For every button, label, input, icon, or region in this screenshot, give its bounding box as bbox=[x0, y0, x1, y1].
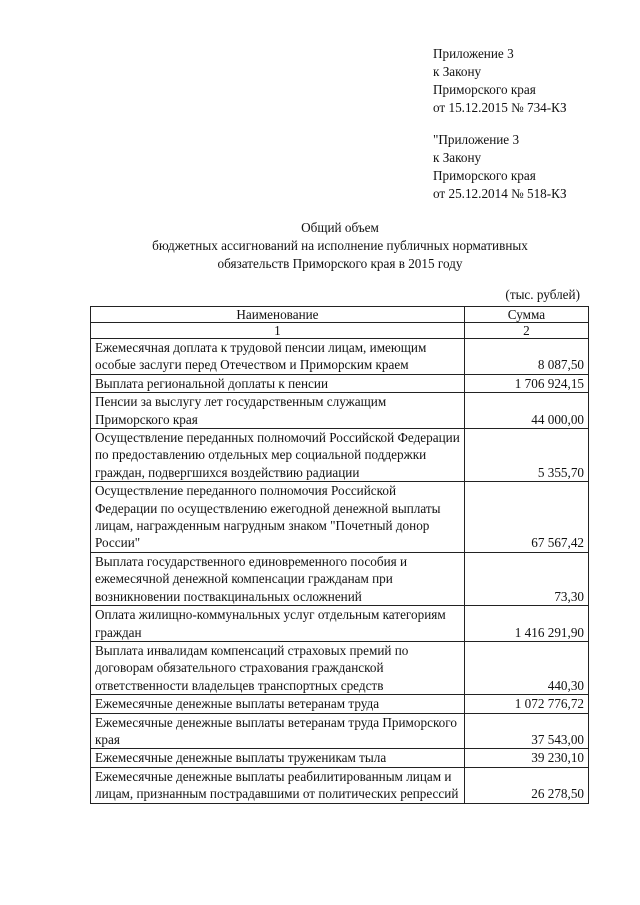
table-row bbox=[91, 482, 589, 553]
row-amount: 39 230,10 bbox=[464, 749, 588, 767]
row-amount: 440,30 bbox=[464, 641, 588, 694]
row-name: Выплата региональной доплаты к пенсии bbox=[91, 374, 465, 392]
table-row bbox=[91, 374, 589, 392]
row-name: Ежемесячные денежные выплаты ветеранам труда bbox=[91, 695, 465, 713]
document-title bbox=[90, 219, 590, 273]
budget-table bbox=[90, 306, 589, 804]
row-amount: 67 567,42 bbox=[464, 482, 588, 553]
table-row bbox=[91, 695, 589, 713]
table-row bbox=[91, 641, 589, 694]
column-header-sum: Сумма bbox=[464, 307, 588, 323]
units-label: (тыс. рублей) bbox=[505, 287, 580, 302]
appendix-line: от 15.12.2015 № 734-КЗ bbox=[433, 100, 567, 115]
column-header-name: Наименование bbox=[91, 307, 465, 323]
appendix-line: "Приложение 3 bbox=[433, 132, 520, 147]
table-row bbox=[91, 713, 589, 749]
column-number: 2 bbox=[464, 323, 588, 339]
row-name: Ежемесячные денежные выплаты ветеранам труда Приморского края bbox=[91, 713, 465, 749]
appendix-line: к Закону bbox=[433, 64, 482, 79]
table-row bbox=[91, 749, 589, 767]
row-amount: 1 072 776,72 bbox=[464, 695, 588, 713]
table-row bbox=[91, 429, 589, 482]
appendix-previous-header bbox=[433, 131, 567, 203]
table-row bbox=[91, 339, 589, 375]
title-line: бюджетных ассигнований на исполнение публичных нормативных bbox=[152, 238, 528, 253]
row-name: Пенсии за выслугу лет государственным служащим Приморского края bbox=[91, 393, 465, 429]
row-name: Выплата инвалидам компенсаций страховых премий по договорам обязательного страхования гражданской ответственности владельцев транспортных средств bbox=[91, 641, 465, 694]
row-name: Ежемесячная доплата к трудовой пенсии лицам, имеющим особые заслуги перед Отечеством и Приморским краем bbox=[91, 339, 465, 375]
row-name: Ежемесячные денежные выплаты реабилитированным лицам и лицам, признанным пострадавшими от политических репрессий bbox=[91, 767, 465, 803]
appendix-line: Приморского края bbox=[433, 82, 536, 97]
column-number: 1 bbox=[91, 323, 465, 339]
row-amount: 8 087,50 bbox=[464, 339, 588, 375]
row-amount: 44 000,00 bbox=[464, 393, 588, 429]
row-name: Осуществление переданных полномочий Российской Федерации по предоставлению отдельных мер социальной поддержки граждан, подвергшихся воздействию радиации bbox=[91, 429, 465, 482]
row-name: Ежемесячные денежные выплаты труженикам тыла bbox=[91, 749, 465, 767]
appendix-line: к Закону bbox=[433, 150, 482, 165]
row-name: Оплата жилищно-коммунальных услуг отдельным категориям граждан bbox=[91, 606, 465, 642]
row-amount: 1 416 291,90 bbox=[464, 606, 588, 642]
title-line: Общий объем bbox=[301, 220, 379, 235]
row-amount: 73,30 bbox=[464, 552, 588, 605]
row-amount: 5 355,70 bbox=[464, 429, 588, 482]
appendix-current-header bbox=[433, 45, 567, 117]
row-amount: 37 543,00 bbox=[464, 713, 588, 749]
table-header-row bbox=[91, 307, 589, 323]
title-line: обязательств Приморского края в 2015 году bbox=[217, 256, 463, 271]
table-row bbox=[91, 767, 589, 803]
appendix-line: от 25.12.2014 № 518-КЗ bbox=[433, 186, 567, 201]
appendix-line: Приморского края bbox=[433, 168, 536, 183]
column-number-row bbox=[91, 323, 589, 339]
row-amount: 26 278,50 bbox=[464, 767, 588, 803]
row-amount: 1 706 924,15 bbox=[464, 374, 588, 392]
table-row bbox=[91, 606, 589, 642]
table-row bbox=[91, 552, 589, 605]
row-name: Осуществление переданного полномочия Российской Федерации по осуществлению ежегодной денежной выплаты лицам, награжденным нагрудным знаком "Почетный донор России" bbox=[91, 482, 465, 553]
appendix-line: Приложение 3 bbox=[433, 46, 514, 61]
table-row bbox=[91, 393, 589, 429]
row-name: Выплата государственного единовременного пособия и ежемесячной денежной компенсации гражданам при возникновении поствакцинальных осложнений bbox=[91, 552, 465, 605]
